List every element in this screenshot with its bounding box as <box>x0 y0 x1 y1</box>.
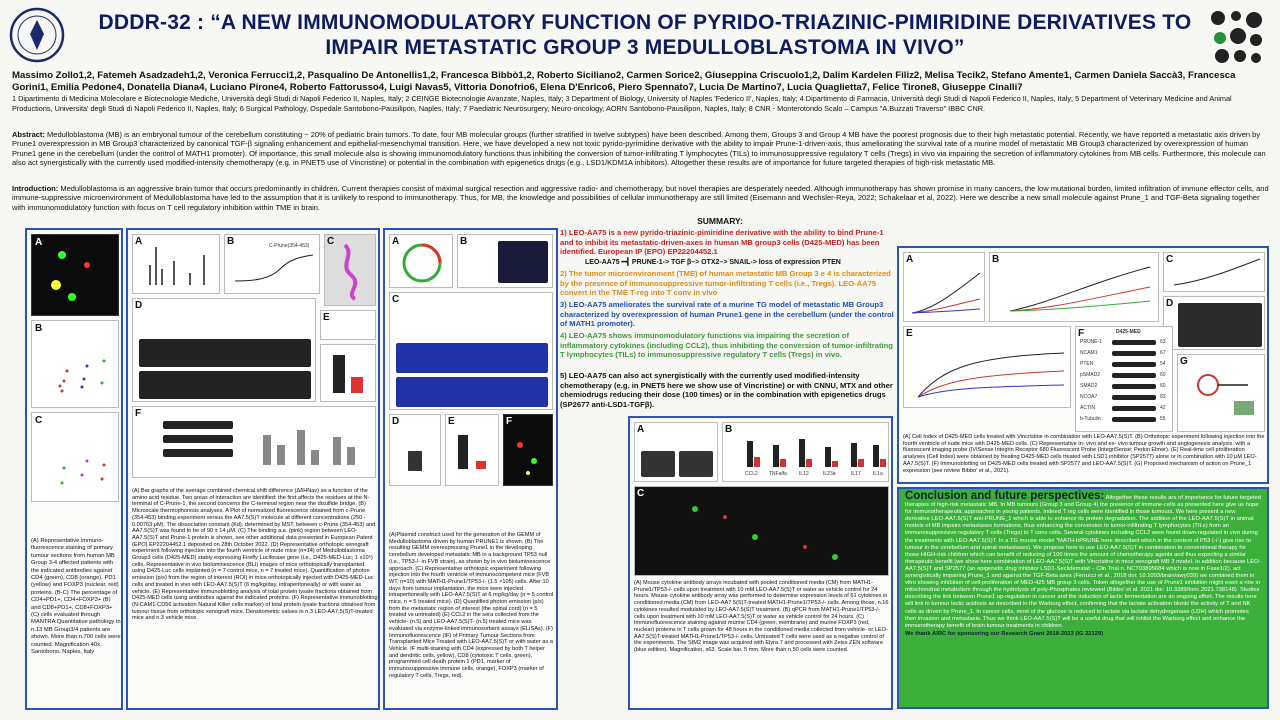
mouse-image-strip <box>139 339 311 367</box>
gene-label: TNFalfa <box>769 471 787 477</box>
summary-point-2: 2) The tumor microenvironment (TME) of human metastatic MB Group 3 e 4 is characterized by the presence of immunosuppressive tumor-infiltrating T cells (i.e., Tregs). LEO-AA75 convert in the TME T-reg into T conv in vivo <box>560 269 891 297</box>
molecular-weight: 60 <box>1160 383 1166 389</box>
acknowledgement: We thank AIRC for sponsoring our Research Grant 2018-2023 (IG 22129) <box>905 630 1104 637</box>
cd4-scatter-plot <box>31 320 119 408</box>
ccl2-elisa-plot <box>445 414 499 486</box>
conclusion-box <box>897 487 1269 709</box>
mechanism-diagram <box>1177 354 1265 432</box>
mst-binding-curve <box>224 234 320 294</box>
panel-label: C <box>392 294 400 305</box>
figure-caption: (A) Mouse cytokine antibody arrays incubated with pooled conditioned media (CM) from MATH1-Prune1/TP53-/- cells upon treatment with 10 mM LEO-AA7.5(S)T or water as vehicle control for 24 hours. Mouse cytokine antibody array was performed to determine expression levels of 61 cytokines in conditioned media (CM) from LEO-AA7.5(S)T-treated MATH1-Prune1/TP53-/- cells. Among those, n.16 cytokines resulted modulated by LEO-AA7.5(S)T treatment. (B) qPCR from MATH1-Prune1/TP53-/- cells upon treatment with 10 mM LEO-AA7.5(S)T or water as vehicle control for 24 hours. (C) Immunofluorescence staining against murine CD4 (green, membrane) and murine FOXP3 (red, nuclear) proteins in T cells grown for 48 hours in the conditioned media collected from vehicle- or LEO-AA7.5(S)T-treated MATH1-Prune1/TP53-/- cells. Untreated T cells were used as a negative control of the experiments. The SIM2 image was acquired with Elyra 7 and processed with Zeiss ZEN software (blue edition). Magnification, x63. Scale bar, 5 mm. More than n.50 cells were counted. <box>634 580 889 654</box>
panel-label: E <box>448 416 455 427</box>
panel-label: B <box>725 424 733 435</box>
molecular-weight: 55 <box>1160 416 1166 422</box>
blot-row-label: NCOA7 <box>1080 394 1098 400</box>
poster-title: DDDR-32 : “A NEW IMMUNOMODULATORY FUNCTION OF PYRIDO-TRIAZINIC-PIMIRIDINE DERIVATIVES TO IMPAIR METASTATIC GROUP 3 MEDULLOBLASTOMA IN VIVO” <box>98 11 1192 59</box>
cd8-scatter-plot <box>31 412 119 502</box>
blot-band <box>1112 384 1156 389</box>
figure-panel-5 <box>897 246 1269 484</box>
orthotopic-growth-curve <box>989 252 1159 322</box>
mouse-image-strip <box>1178 303 1262 347</box>
blot-band <box>163 435 233 443</box>
abstract-text: Medulloblastoma (MB) is an embryonal tumour of the cerebellum constituting ~ 20% of pediatric brain tumors. To date, four MB molecular groups (further stratified in twelve subtypes) have been described. Among them, Groups 3 and Group 4 MB have the poorest prognosis due to their high metastatic potential. Recently, we have reported a metastatic axis driven by Prune1 overexpression in MB Group3 characterized by canonical TGF-β signaling enhancement and epithelial-mesenchymal transition. Here, we have developed a new not toxic pyrido-pyrimidine derivative with the ability to impair Prune-1-driven-axis, thus ameliorating the survival rate of a murine model of metastatic MB Group3 characterized by overexpression of human Prune1 gene in the cerebellum (under the control of MATH1 promoter). Of importance, this small molecule also is showing immunomodulatory functions thus inhibiting the conversion of tumor-infiltrating T lymphocytes (TILs) to immunosuppressive regulatory T cells (Tregs) in vivo via impairing the secretion of inflammatory cytokines from MB cells. Furthermore, this molecule can also act synergistically with the currently used modified-intensity chemotherapy (e.g. in PNET5 use of Vincristine) or potential in the combination with epigenetics drugs (e.g., LSD1/KDM1A inhibitors). Altogether these results are of importance for future targeted therapies of high-risk metastatic MB. <box>12 130 1266 168</box>
blot-row-label: NCAM1 <box>1080 350 1098 356</box>
cytokine-array-image <box>634 422 718 482</box>
introduction <box>12 184 1270 212</box>
summary-point-4: 4) LEO-AA75 shows immunomodulatory functions via impairing the secretion of inflammatory cytokines (including CCL2), thus inhibiting the conversion of tumor-infiltrating T lymphocytes (TILs) to immunosuppressive regulatory T cells (Tregs) in vivo. <box>560 331 893 359</box>
blot-row-label: b-Tubulin <box>1080 416 1101 422</box>
panel-label: B <box>35 323 43 334</box>
blot-band <box>1112 395 1156 400</box>
figure-caption: (A) Representative immuno-fluorescence staining of primary tumour sections from human MB Group 3-4 affected patients with the indicated antibodies against CD4 (green), CD8 (orange), PD1 (yellow) and FOXP3 (nuclear, red) proteins. (B-C) The percentage of CD4+PD1+, CD4+FOXP3+ (B) and CD8+PD1+, CD8+FOXP3+ (C) cells evaluated through MANTRA Quantitative pathology in n.13 MB Group3/4 patients are shown. More than n.700 cells were counted. Magnification 40x, Santobono, Naples, Italy <box>31 538 121 656</box>
mouse-image-strip <box>498 241 548 283</box>
figure-caption: (A) Cell Index of D425-MED cells treated with Vincristine in combination with LEO-AA7.5(S)T. (B) Orthotopic experiment following injection into the fourth ventricle of nude mice with D425-MED cells. (C) Representative in- vivo and ex- vivo tumour growth and angiogenesis analysis. with a fluorescent imaging probe (IVISense Integrin Receptor 680 Fluorescent Probe (IntegriSense; Perkin Elmer). (E) Real-time cell proliferation analyses (Cell Index) were obtained by treating D425-MED cells treated with LSD1 inhibitor (SP2577) alone or in combination with 10 μM LEO-AA7.5(S)T. (F) Immunoblotting on D425-MED cells treated with SP2577 and LEO-AA7.5(S)T. (G) Proposed mechanism of action on Prune_1 expression (see review Bibbo' et al., 2021). <box>903 434 1265 474</box>
angiogenesis-curve <box>1163 252 1265 292</box>
abstract <box>12 130 1270 168</box>
panel-label: C <box>327 236 335 247</box>
molecular-weight: 63 <box>1160 339 1166 345</box>
gene-label: IL17 <box>851 471 861 477</box>
panel-label: G <box>1180 356 1188 367</box>
panel-label: A <box>35 237 43 248</box>
panel-label: F <box>1078 328 1085 339</box>
bli-xenograft-images <box>132 298 316 402</box>
summary-point-3: 3) LEO-AA75 ameliorates the survival rate of a murine TG model of metastatic MB Group3 characterized by overexpression of human Prune1 gene in the cerebellum (under the control of MATH1 promoter). <box>560 300 894 328</box>
panel-label: F <box>135 408 142 419</box>
array-panel <box>641 451 675 477</box>
figure-caption: (A) Bar graphs of the average combined chemical shift difference (ΔδHNav) as a function of the amino acid residue. Two areas of interaction are identified: the first affects the residues at the N-terminal of C-Prune-1, the second concerns the C-terminal region near the disulfide bridge. (B) Microscale thermophoresis analyses. A Plot of normalized fluorescence obtained from c-Prune (354-453) binding experiment versus the AA7.5(S)T molecule at different concentrations (250 - 0.00763 μM). The dissociation constant (Kd), determined by MST, between c-Prune (354-453) and AA7.5(S)T was found to be of 90 ± 14 μM. (C) The binding a.a. (pink) region between LEO-AA7.5(S)T and Prune-1 protein is shown, see other additional data presented in European Patent (EPO) EP22204452.1 deposited on 28th October 2022. (D) Representative orthotopic xenograft experiment following injection into the fourth ventricle of nude mice (n=14) of Medulloblastoma Group3 cells (D425-MED) stably expressing Firefly Luciferase gene (i.e., D425-MED-Luc; 1 x10⁵) cells. Representative in vivo bioluminescence (BLI) images of mice orthotopically transplanted using D425-Luc cells implanted (n = 7 control mice, n = 7 treated mice). Quantification of photon emission (p/s) from the region of interest (ROI) in mice orthotopically injected with D425-MED-Luc cells and treated in vivo with LEO-AA7.5(S)T (6 mg/kg/day, intraperitoneally) or with water as vehicle. (E) Representative immunoblotting analysis of total protein lysate fractions obtained from D425-MED cells using antibodies against the indicated proteins. (F) Representative immunoblotting (N-CAM1-CD56 activation Natural Killer cells marker) of total protein lysate fractions obtained from tumour tissue from orthotopic xenograft mice. Densitometric values in n.3 LEO-AA7.5(S)T-treated mice and n.3 vehicle mice. <box>132 488 378 622</box>
photon-emission-plot <box>389 414 441 486</box>
blot-band <box>1112 340 1156 345</box>
plasmid-construct-diagram <box>389 234 453 288</box>
summary-heading: SUMMARY: <box>697 216 743 226</box>
blot-row-label: SMAD2 <box>1080 383 1098 389</box>
intro-text: Medulloblastoma is an aggressive brain tumor that occurs predominantly in children. Current therapies consist of maximal surgical resection and aggressive radio- and chemotherapy, but novel therapies are desperately needed. Although immunotherapy has shown promise in many cancers, the low mutational burden, limited infiltration of immune effector cells, and immune-suppressive microenvironment of Medulloblastoma have led to the assumption that it is unlikely to respond to immunotherapy. Thus, for MB, the knowledge and possibilities of cellular immunotherapy are still limited (Eisemann and Wechsler-Reya, 2022; Schakelaar et al, 2022). Here we describe a new small molecule against Prune_1 and TGF-Beta signaling together with immunomodulatory function with focus on T cell regulatory inhibition within TME in brain. <box>12 184 1269 212</box>
mouse-image-strip <box>396 377 548 407</box>
figure-panel-3 <box>383 228 558 710</box>
mouse-image-strip <box>139 371 311 399</box>
gene-label: IL1a <box>873 471 883 477</box>
university-seal-logo <box>8 4 66 66</box>
panel-label: E <box>323 312 330 323</box>
ceinge-logo <box>1206 6 1268 68</box>
t-cell-immunofluorescence-grid <box>634 486 889 576</box>
panel-label: C <box>1166 254 1174 265</box>
panel-label: A <box>392 236 400 247</box>
blot-row-label: ACTIN <box>1080 405 1095 411</box>
protein-structure-image <box>324 234 376 306</box>
array-panel <box>679 451 713 477</box>
immunoblot-tumour-tissue <box>132 406 376 478</box>
conclusion-text: Altogether these results are of importance for future targeted therapies of high-risk metastatic MB. In MB tumours (Group 3 and Group 4) the presence of immune-cells as presented here give us hope for immunotherapeutic approaches in young patients. Indeed T reg cells were identified in those tumours. We here present a new derivative LEO-AA7.5(S)T anti-PRUNE_1 which is able to enhance its protein degradation. The addition of the LEO-AA7.5(S)T in animal models of MB impairs metastases formations, thus enhancing the conversion to tumor-infiltrating T lymphocytes (TILs) from an immunosuppressive regulatory T cells (Tregs) to T conv cells. Several cytokines including CCL2 were found down-regulated in vivo during the treatments with LEO-AA7.5(S)T. In a TG mouse model "MATH-hPRUNE here described which in the context of P53 (-/-) give rise to tumour in the cerebellum and spinal metastases). We propose here to use LEO-AA7.5(S)T in combination to conventional therapy for those HIGH-risk children which can benefit of reducing of 100 times the amount of chemotherapy agents and thus expecting a similar therapeutic benefit (we show here combination of LEO-AA7.5(S)T with Vincristine in mice xenograft MB 3 model. In addition because LEO-AA7.5(S)T and SP2577 (an epigenetic drug inhibitor LSD1-Seclidemstat – Clin Trial n. NCT03895684 which is now in Fase1/2), act synergistically impairing Prune_1 and against the TGF-Beta axes (Ferrucci et al., 2018 doi: 10.1093/brain/awy039) we combined them in vitro showing inhibition of cell-proliferation of MED-425 MB group 3 cells. Token altogether the use of Prune1 inhibition might exert a role in mitochondrial metabolism through the hydrolysis of poly-Phosphates reviewed (Bibbo' et al. 2021 doi: 10.3389/fonc.2021.738148). Studies describing the link between Prune1 up-regulation in cancer and the induction of lactic fermentation are an ongoing effort. The results here will link to tumour lactic acidosis as described in the Warburg effect, confirming that the lactate activation blunts the activity of T and NK cells as driven by Prune_1. In cancer cells, most of the glucose is reduced to lactate via lactate dehydrogenase (LDH) which promotes then invasion and metastasis. Thus we think LEO-AA7.5(S)T will be a useful drug that will inhibit the Warburg effect and enhance the immunotherapy benefit of brain tumour treatments in children. <box>905 495 1261 629</box>
qpcr-bar-chart <box>722 422 889 482</box>
cell-index-curve <box>903 252 985 322</box>
gene-label: CCL2 <box>745 471 758 477</box>
author-list: Massimo Zollo1,2, Fatemeh Asadzadeh1,2, Veronica Ferrucci1,2, Pasqualino De Antonellis1,2, Francesca Bibbò1,2, Roberto Siciliano2, Carmen Sorice2, Giuseppina Criscuolo1,2, Dalim Kardelen Filiz2, Melisa Tecik2, Stefano Amente1, Carmen Daniela Saccà3, Francesca Gorini1, Emilia Pedone4, Donatella Diana4, Luciano Pirone4, Roberto Fattorusso4, Luigi Navas5, Vittoria Donofrio6, Elena D'Enrico6, Piero Spennato7, Lucia De Martino7, Lucia Quaglietta7, Felice Tirone8, Giuseppe Cinalli7 <box>12 70 1236 93</box>
panel-label: D <box>1166 298 1174 309</box>
molecular-weight: 60 <box>1160 372 1166 378</box>
figure-panel-1 <box>25 228 123 710</box>
blot-title: D425-MED <box>1116 329 1141 335</box>
panel-label: E <box>906 328 913 339</box>
molecular-weight: 83 <box>1160 394 1166 400</box>
blot-row-label: pSMAD2 <box>1080 372 1101 378</box>
quantification-bar-chart <box>320 344 376 402</box>
molecular-weight: 42 <box>1160 405 1166 411</box>
panel-label: B <box>227 236 235 247</box>
blot-row-label: PTEN <box>1080 361 1094 367</box>
panel-label: A <box>637 424 645 435</box>
panel-label: D <box>135 300 143 311</box>
blot-row-label: PRUNE-1 <box>1080 339 1102 345</box>
panel-label: B <box>460 236 468 247</box>
molecular-weight: 67 <box>1160 350 1166 356</box>
mouse-image-strip <box>396 343 548 373</box>
panel-label: A <box>135 236 143 247</box>
panel-label: F <box>506 416 513 427</box>
summary-point-1: 1) LEO-AA75 is a new pyrido-triazinic-pimiridine derivative with the ability to bind Prune-1 and to inhibit its metastatic-driven-axes in human MB group3 cells (D425-MED) has been identified. European IP (EPO) EP22204452.1 <box>560 228 884 256</box>
orthotopic-experiment-images <box>389 292 553 410</box>
panel-label: C <box>637 488 645 499</box>
immunofluorescence-image <box>31 234 119 316</box>
molecular-weight: 54 <box>1160 361 1166 367</box>
blot-band <box>1112 351 1156 356</box>
legend-label: C-Prune(354-453) <box>269 243 310 249</box>
panel-label: C <box>35 415 43 426</box>
blot-band <box>1112 373 1156 378</box>
gemm-bli-image <box>457 234 553 288</box>
panel-label: D <box>392 416 400 427</box>
immunofluorescence-image <box>503 414 553 486</box>
gene-label: IL12 <box>799 471 809 477</box>
figure-panel-4 <box>628 416 893 710</box>
conclusion-heading: Conclusion and future perspectives: <box>905 490 1105 502</box>
d425-immunoblot <box>1075 326 1173 432</box>
abstract-label: Abstract: <box>12 130 45 139</box>
sp2577-proliferation-curve <box>903 326 1071 408</box>
blot-band <box>1112 417 1156 422</box>
ivis-fluorescence-images <box>1163 296 1265 350</box>
western-blot <box>320 310 376 340</box>
nmr-shift-bar-graph <box>132 234 220 294</box>
affiliations: 1 Dipartimento di Medicina Molecolare e Biotecnologie Mediche, Università degli Studi di Napoli Federico II, Naples, Italy; 2 CEINGE Biotecnologie Avanzate, Naples, Italy; 3 Department of Biology, University of Naples 'Federico II', Naples, Italy; 4 Dipartimento di Farmacia, Università degli Studi di Napoli Federico II, Naples, Italy; 5 Department of Veterinary Medicine and Animal Productions, Universita' degli Studi di Napoli Federico II, Naples, Italy; 6 Surgical Pathology, Ospedale Santobono-Pausilipon, Naples, Italy; 7 Paediatric Neurosurgery, Neuro-oncology, AORN Santobono-Pausilipon, Naples, Italy; 8 CNR - Monterotondo Scalo – Campus "A.Buzzati Traverso" IBBC CNR. <box>12 94 1232 113</box>
blot-band <box>163 449 233 457</box>
summary-axis: LEO-AA75 ━┫ PRUNE-1-> TGF β–> OTX2–> SNAIL-> loss of expression PTEN <box>585 259 841 266</box>
panel-label: A <box>906 254 914 265</box>
intro-label: Introduction: <box>12 184 59 193</box>
gene-label: IL23a <box>823 471 836 477</box>
panel-label: B <box>992 254 1000 265</box>
blot-band <box>1112 406 1156 411</box>
summary-point-5: 5) LEO-AA75 can also act synergistically with the currently used modified-intensity chemotherapy (e.g. in PNET5 here we show use of Vincristine) or with CNNU, MTX and other chemiodrugs reducing their dose (100 times) or in the combination with epigenetics drugs (SP2677 anti-LSD1-TGFβ). <box>560 371 893 409</box>
blot-band <box>1112 362 1156 367</box>
figure-panel-2 <box>126 228 380 710</box>
figure-caption: (A)Plasmid construct used for the generation of the GEMM of Medulloblastoma driven by human PRUNE1 is shown. (B) The resulting GEMM overexpressing Prune1 in the developing cerebellum developed metastatic MB in a background TP53 null (i.e., TP53-/- in FVB strain), as shown by in vivo bioluminescence approach. (C) Representative orthotopic experiment following injection into the fourth ventricle of immunocompetent mice (FVB WT, n=10) with MATH1-Prune1/TP53-/- (1.5 ×105) cells. After 10 days from tumour implantation, the mice were injected intraperitoneally with LEO-AA7.5(S)T at 6 mg/kg/day (n = 5 control mice, n = 5 treated mice). (D) Quantified photon emission (p/s) from the metastatic region of interest (the spinal cord) (n = 5 treated vs untreated) (E) CCL2 in the sera collected from the vehicle- (n.5) and LEO-AA7.5(S)T- (n.5) treated mice was evaluated via enzyme-linked immunosorbent assays (ELISAs). (F) Immunofluorescence (IF) of Primary Tumour Sections from Transplanted Mice Treated with LEO-AA7.5(S)T or with water as a Vehicle. IF multi-staining with CD4 (expressed by both T helper and dendritic cells, yellow), CD8 (cytotoxic T cells, green), programmed cell death protein 1 (PD1, marker of immunosuppressive immune cells, orange), FOXP3 (marker of regulatory T cells, Tregs, red). <box>389 532 554 679</box>
blot-band <box>163 421 233 429</box>
